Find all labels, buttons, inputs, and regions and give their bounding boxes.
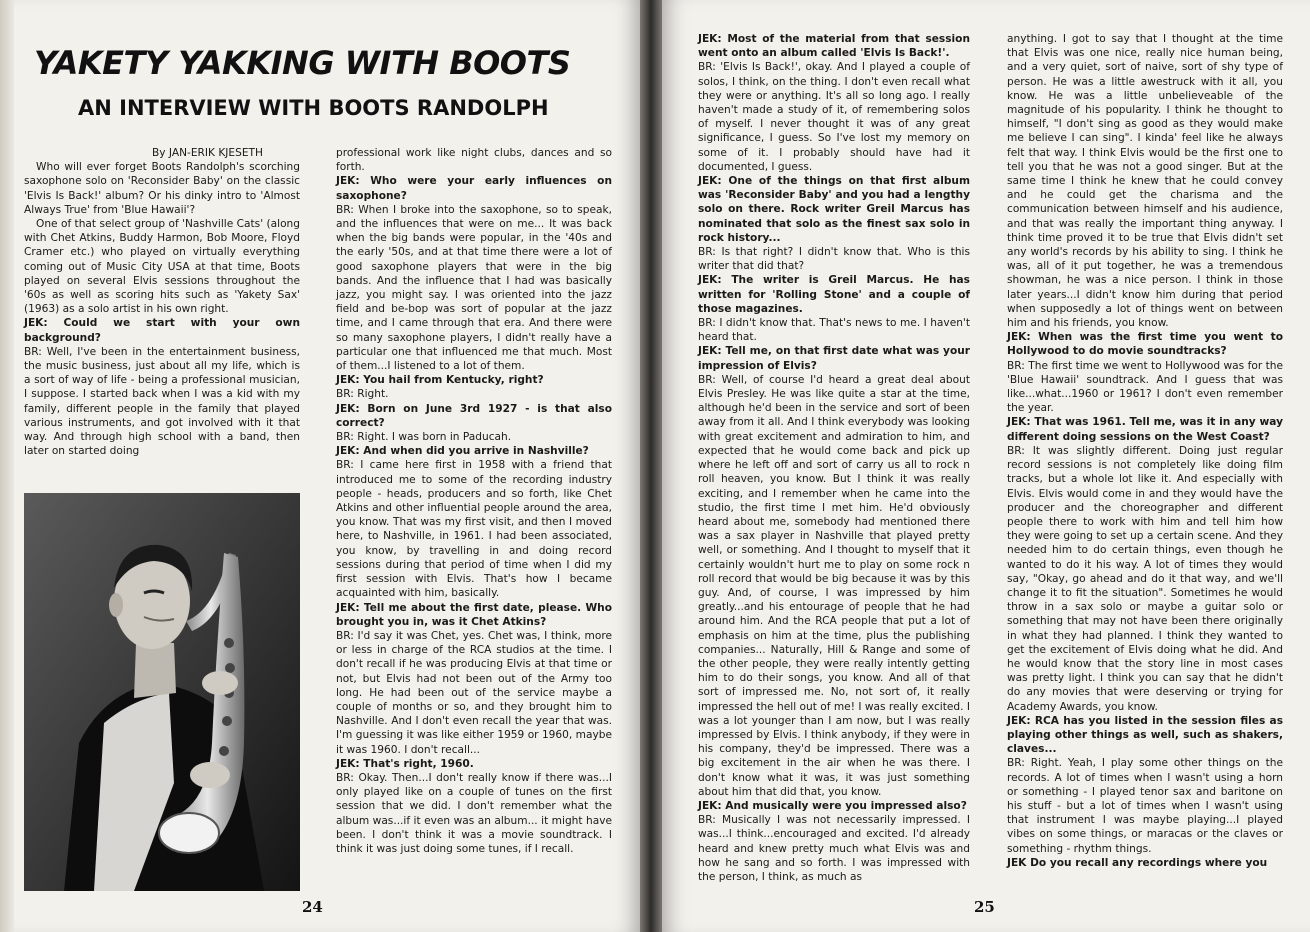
interview-paragraph: BR: Okay. Then...I don't really know if there was...I only played like on a couple of tunes on the first session that we did. I don't remember what the album was...if it even was an album... it might have been. I don't think it was a movie soundtrack. I think it was just doing some tunes, if I recall. bbox=[336, 771, 612, 855]
interviewer-question: JEK: One of the things on that first album was 'Reconsider Baby' and you had a lengthy solo on there. Rock writer Greil Marcus has nominated that solo as the finest sax solo in rock history... bbox=[698, 175, 970, 244]
interview-paragraph: BR: I'd say it was Chet, yes. Chet was, I think, more or less in charge of the RCA studios at the time. I don't recall if he was producing Elvis at that time or not, but Elvis had not been out of the Army too long. He had been out of the service maybe a couple of months or so, and they brought him to Nashville. And I don't even recall the year that was. I'm guessing it was like either 1959 or 1960, maybe it was 1960. I don't recall... bbox=[336, 629, 612, 756]
interview-paragraph: BR: Well, I've been in the entertainment business, the music business, just about all my life, which is a sort of way of life - being a professional musician, I suppose. I started back when I was a kid with my family, different people in the family that played various instruments, and got involved with it that way. And through high school with a band, then later on started doing bbox=[24, 345, 300, 458]
interview-paragraph: BR: Right. bbox=[336, 388, 389, 401]
interview-paragraph: BR: 'Elvis Is Back!', okay. And I played a couple of solos, I think, on the thing. I don't even recall what they were or anything. It's all so long ago. I really haven't made a study of it, of remembering solos of myself. I never thought it was of any great significance, I guess. So I've lost my memory on some of it. I probably should have had it documented, I guess. bbox=[698, 61, 970, 173]
boots-randolph-photo bbox=[24, 493, 300, 891]
interviewer-question: JEK: Tell me, on that first date what was your impression of Elvis? bbox=[698, 345, 970, 372]
interviewer-question: JEK: Who were your early influences on saxophone? bbox=[336, 175, 612, 202]
interview-paragraph: One of that select group of 'Nashville Cats' (along with Chet Atkins, Buddy Harmon, Bob Moore, Floyd Cramer etc.) who played on virtually everything coming out of Music City USA at that time, Boots played on several Elvis sessions throughout the '60s as well as scoring hits such as 'Yakety Sax' (1963) as a solo artist in his own right. bbox=[24, 218, 300, 316]
page-left bbox=[0, 0, 640, 932]
interviewer-question: JEK: And when did you arrive in Nashville? bbox=[336, 445, 589, 458]
interview-paragraph: BR: Right. Yeah, I play some other things on the records. A lot of times when I wasn't using a horn or something - I played tenor sax and baritone on his stuff - but a lot of times when I wasn't using that instrument I was maybe playing...I played vibes on some things, or maracas or the claves or something - rhythm things. bbox=[1007, 757, 1283, 855]
interviewer-question: JEK: Born on June 3rd 1927 - is that also correct? bbox=[336, 402, 612, 429]
interview-paragraph: anything. I got to say that I thought at the time that Elvis was one nice, really nice human being, and a very quiet, sort of naive, sort of shy type of person. He was a little awestruck with it all, you know. He was a little unbelieveable of the magnitude of his popularity. I think he thought to himself, "I don't sing as good as they would make me believe I can sing". I kinda' feel like he always felt that way. I think Elvis would be the first one to tell you that he was not a good singer. But at the same time I think he knew that he could convey and he could get the charisma and the communication between himself and his audience, and that was really the important thing anyway. I think time proved it to be true that Elvis didn't set any world's records by his ability to sing. I think he was, all of it put together, he was a tremendous showman, he was a nice person. I think in those later years...I didn't know him during that period when supposedly a lot of things went on between him and his friends, you know. bbox=[1007, 33, 1283, 330]
page-number-right: 25 bbox=[974, 898, 995, 916]
interview-paragraph: BR: When I broke into the saxophone, so to speak, and the influences that were on me... It was back when the big bands were popular, in the '40s and the early '50s, and at that time there were a lot of good saxophone players that were in the big bands. And the influence that I had was basically jazz, you might say. I was oriented into the jazz field and be-bop was sort of popular at the jazz time, and I came through that era. And there were so many saxophone players, I didn't really have a particular one that influenced me that much. Most of them...I listened to a lot of them. bbox=[336, 203, 612, 373]
interviewer-question: JEK: And musically were you impressed also? bbox=[698, 799, 967, 812]
interviewer-question: JEK: The writer is Greil Marcus. He has written for 'Rolling Stone' and a couple of those magazines. bbox=[698, 274, 970, 315]
page-right bbox=[662, 0, 1310, 932]
article-subtitle: AN INTERVIEW WITH BOOTS RANDOLPH bbox=[78, 96, 549, 120]
page-number-left: 24 bbox=[302, 898, 323, 916]
interview-paragraph: BR: Musically I was not necessarily impressed. I was...I think...encouraged and excited. I'd already heard and knew pretty much what Elvis was and how he sang and so forth. I was impressed with the person, I think, as much as bbox=[698, 814, 970, 883]
interviewer-question: JEK: Most of the material from that session went onto an album called 'Elvis Is Back!'. bbox=[698, 33, 970, 60]
interviewer-question: JEK: Could we start with your own background? bbox=[24, 317, 300, 344]
interviewer-question: JEK: That was 1961. Tell me, was it in any way different doing sessions on the West Coast? bbox=[1007, 416, 1283, 443]
right-column-1 bbox=[698, 32, 970, 884]
interviewer-question: JEK: Tell me about the first date, please. Who brought you in, was it Chet Atkins? bbox=[336, 601, 612, 628]
interview-paragraph: Who will ever forget Boots Randolph's scorching saxophone solo on 'Reconsider Baby' on the classic 'Elvis Is Back!' album? Or his dinky intro to 'Almost Always True' from 'Blue Hawaii'? bbox=[24, 161, 300, 216]
interview-paragraph: BR: The first time we went to Hollywood was for the 'Blue Hawaii' soundtrack. And I guess that was like...what...1960 or 1961? I don't even remember the year. bbox=[1007, 359, 1283, 415]
interview-paragraph: BR: Right. I was born in Paducah. bbox=[336, 431, 512, 444]
interviewer-question: JEK: RCA has you listed in the session files as playing other things as well, such as shakers, claves... bbox=[1007, 714, 1283, 756]
page-edge bbox=[0, 0, 14, 932]
interviewer-question: JEK: That's right, 1960. bbox=[336, 757, 474, 770]
article-title: YAKETY YAKKING WITH BOOTS bbox=[34, 44, 571, 82]
interviewer-question: JEK: You hail from Kentucky, right? bbox=[336, 374, 544, 387]
interview-paragraph: BR: I came here first in 1958 with a friend that introduced me to some of the recording industry people - heads, producers and so forth, like Chet Atkins and other influential people around the area, you know. That was my first visit, and then I moved here, to Nashville, in 1961. I had been associated, you know, by travelling in and doing record sessions during that period of time when I did my first session with Elvis. That's how I became acquainted with him, basically. bbox=[336, 459, 612, 600]
right-column-2 bbox=[1007, 32, 1283, 870]
interview-paragraph: BR: I didn't know that. That's news to me. I haven't heard that. bbox=[698, 317, 970, 344]
interviewer-question: JEK Do you recall any recordings where you bbox=[1007, 856, 1268, 869]
left-column-1 bbox=[24, 146, 300, 458]
interviewer-question: JEK: When was the first time you went to Hollywood to do movie soundtracks? bbox=[1007, 331, 1283, 358]
interview-paragraph: BR: Well, of course I'd heard a great deal about Elvis Presley. He was like quite a star at the time, although he'd been in the service and sort of been away from it all. And I think everybody was looking with great excitement and admiration to him, and expected that he would come back and pick up where he left off and sort of carry us all to rock n roll heaven, you know. But I think it was really exciting, and I remember when he came into the studio, the first time I met him. He'd obviously heard about me, somebody had mentioned there was a sax player in Nashville that played pretty well, or something. And I thought to myself that it certainly wouldn't hurt me to play on some rock n roll record that would be big because it was by this guy. And, of course, I was impressed by him greatly...and his entourage of people that he had around him. And the RCA people that put a lot of emphasis on him at the time, plus the publishing companies... Naturally, Hill & Range and some of the other people, they were really intently getting him to do their songs, you know. And all of that sort of impressed me. No, not sort of, it really impressed the hell out of me! I was really excited. I was a lot younger than I am now, but I was really impressed by Elvis. I think anybody, if they were in his company, they'd be impressed. There was a big excitement in the air when he was there. I don't know what it was, it was just something about him that did that, you know. bbox=[698, 373, 970, 798]
byline: By JAN-ERIK KJESETH bbox=[152, 147, 263, 159]
left-column-2 bbox=[336, 146, 612, 856]
interview-paragraph: BR: It was slightly different. Doing just regular record sessions is not completely like doing film tracks, but a whole lot like it. And especially with Elvis. Elvis would come in and they would have the producer and the choreographer and different people there to work with him and tell him how they were going to set up a certain scene. And they needed him to do certain things, even though he wanted to do it his way. A lot of times they would say, "Okay, go ahead and do it that way, and we'll change it to fit the situation". Sometimes he would throw in a sax solo or maybe a guitar solo or something that may not have been there originally in what they had planned. I think they wanted to get the excitement of Elvis doing what he did. And he would know that the story line in most cases was pretty light. I think you can say that he didn't do any movies that were deserving or trying for Academy Awards, you know. bbox=[1007, 444, 1283, 713]
book-gutter bbox=[640, 0, 662, 932]
saxophonist-photo-illustration bbox=[24, 493, 300, 891]
interview-paragraph: BR: Is that right? I didn't know that. Who is this writer that did that? bbox=[698, 246, 970, 273]
interview-paragraph: professional work like night clubs, dances and so forth. bbox=[336, 147, 612, 174]
